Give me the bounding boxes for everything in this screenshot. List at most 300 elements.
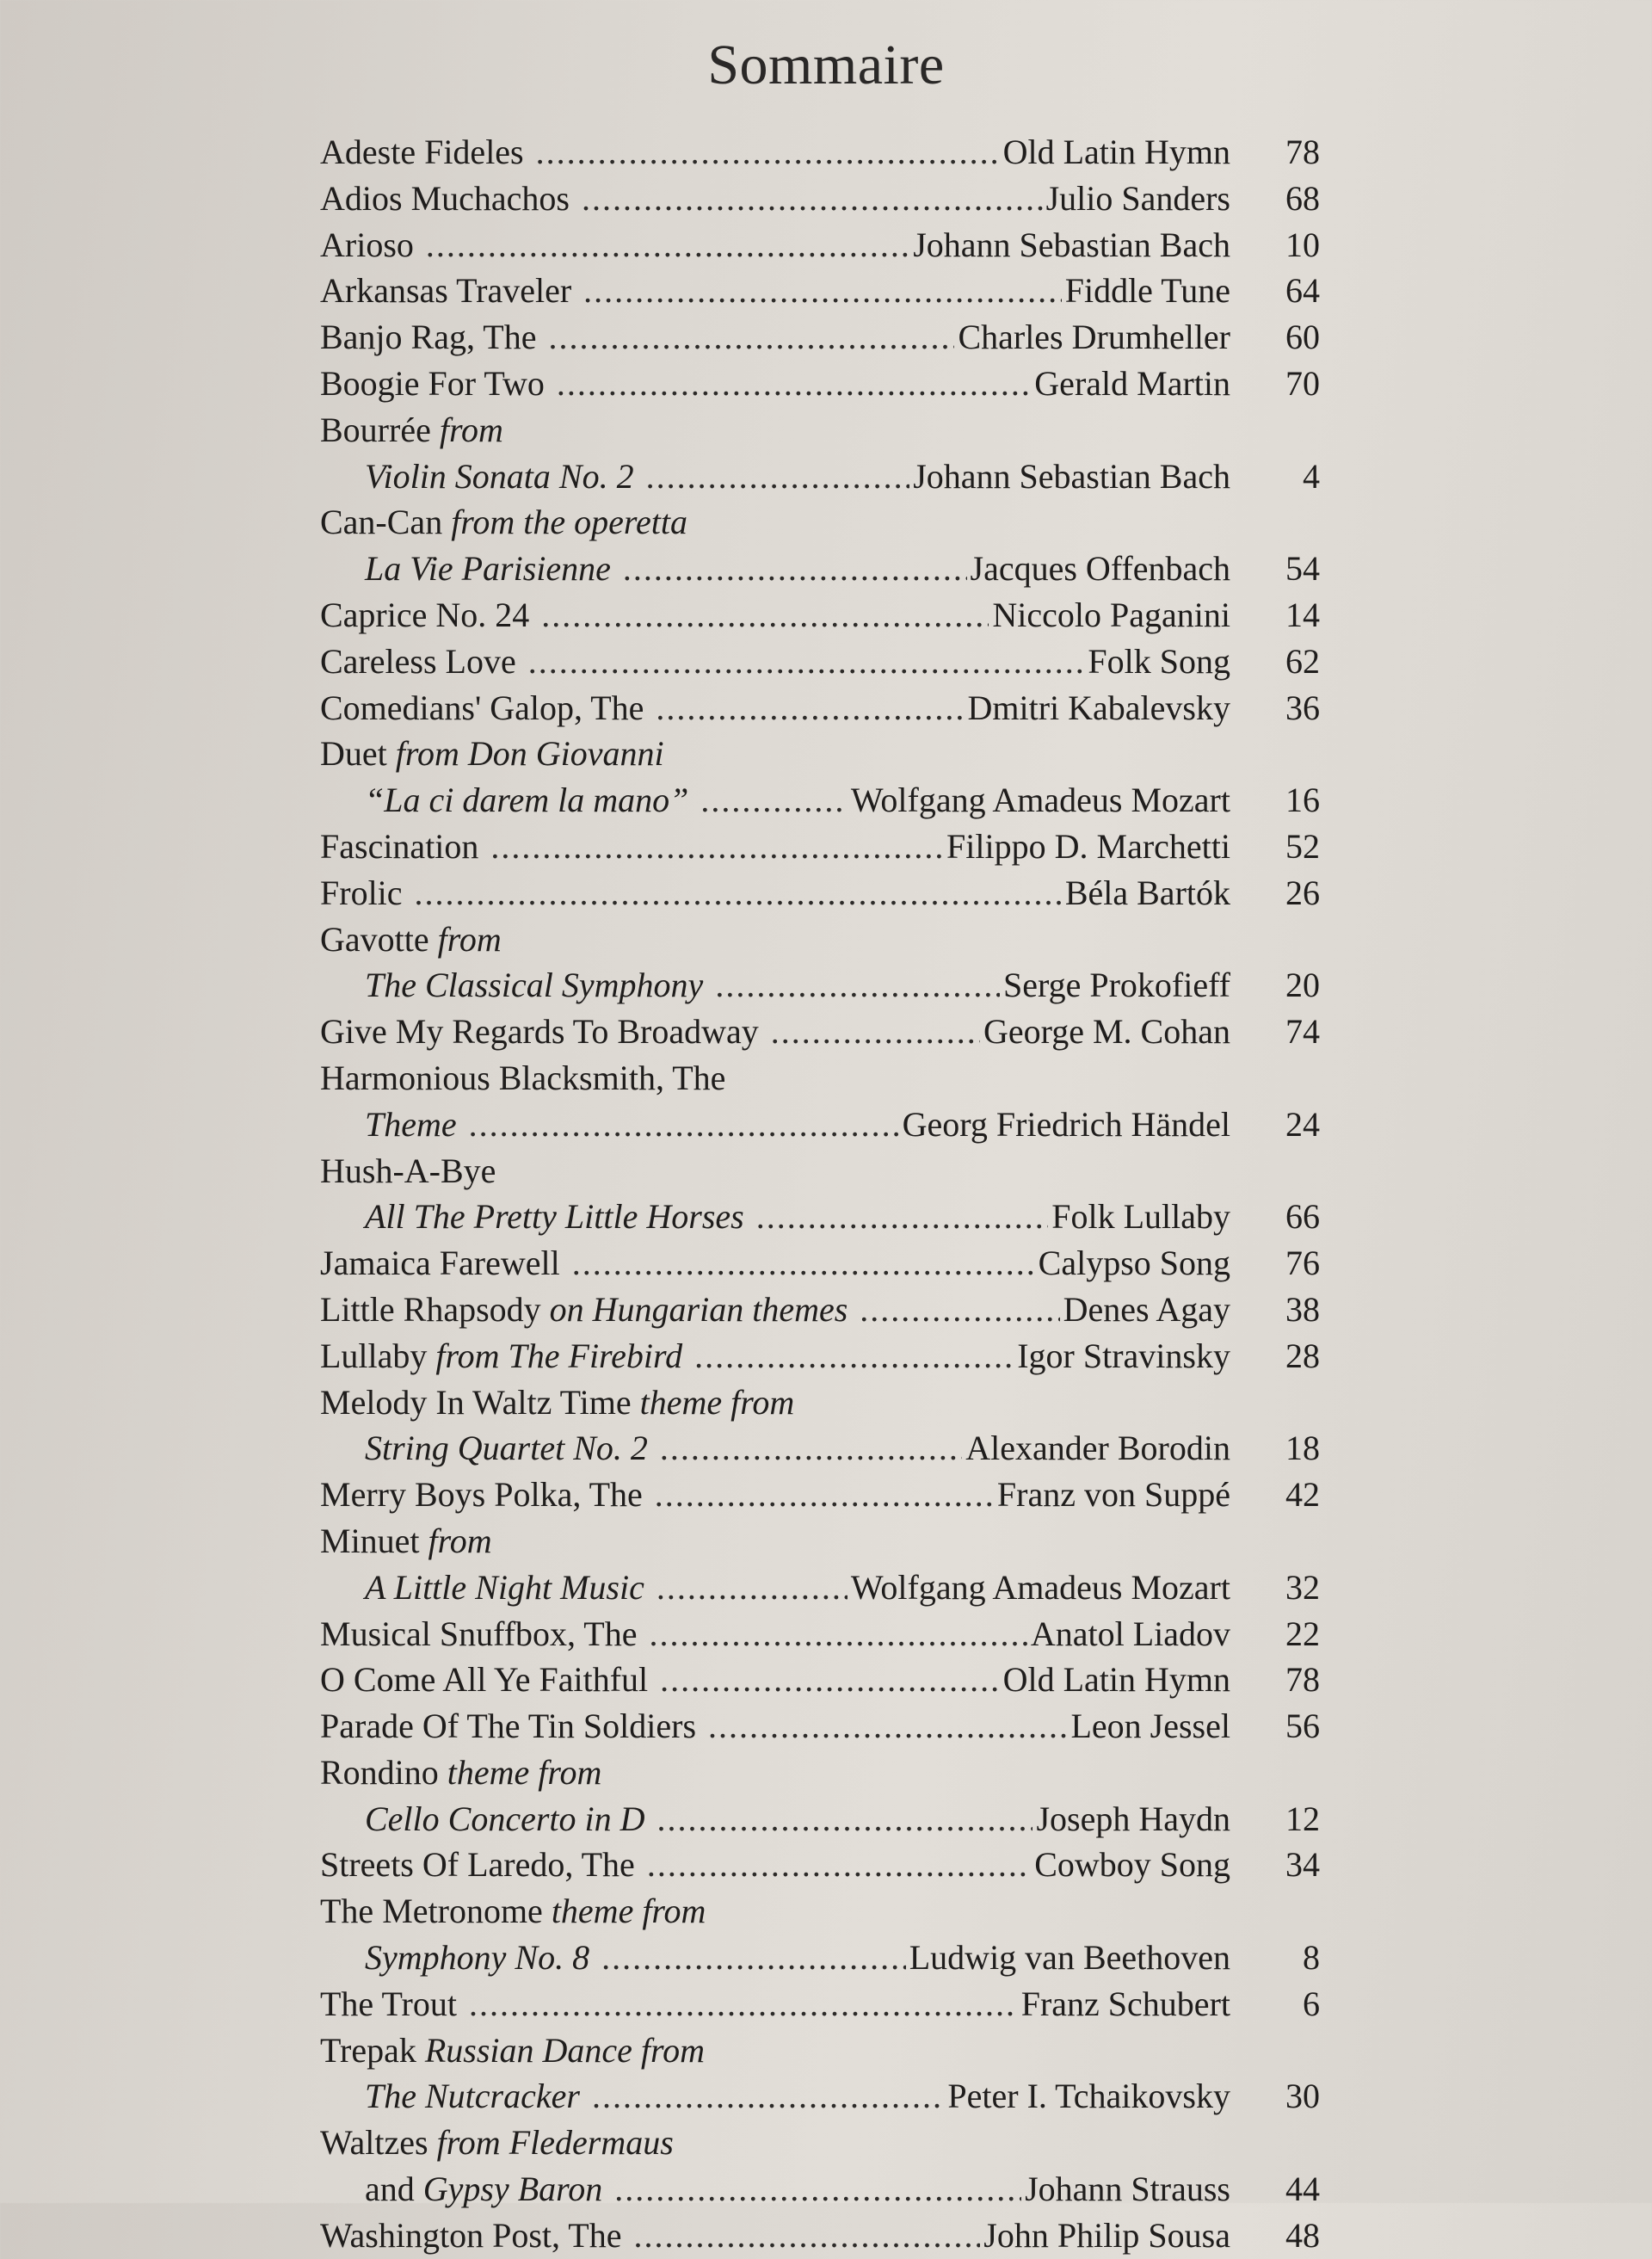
entry-page-number: 68	[1285, 178, 1320, 218]
entry-row	[320, 1888, 1230, 1935]
entry-composer: Johann Sebastian Bach	[913, 456, 1230, 496]
entry-row	[320, 917, 1230, 963]
entry-title	[320, 176, 570, 222]
entry-composer: Folk Lullaby	[1051, 1197, 1230, 1237]
subtitle-prefix: and	[365, 2170, 415, 2209]
entry-composer: Serge Prokofieff	[1002, 966, 1230, 1005]
entry-composer: Franz Schubert	[1020, 1984, 1230, 2023]
entry-title	[320, 870, 403, 917]
entry-title	[320, 314, 536, 361]
entry-title	[320, 222, 414, 268]
entry-page-number: 10	[1285, 225, 1320, 264]
title-text: Banjo Rag, The	[320, 318, 537, 357]
title-qualifier: from The Firebird	[435, 1336, 683, 1375]
entry-page-number: 36	[1285, 688, 1320, 727]
entry-composer: Gerald Martin	[1034, 363, 1230, 403]
entry-title	[320, 2120, 674, 2166]
entry-row	[320, 2213, 1230, 2259]
entry-page-number: 44	[1285, 2170, 1320, 2209]
entry-title	[320, 407, 503, 454]
entry-title	[320, 1055, 725, 1102]
title-text: Little Rhapsody	[320, 1289, 541, 1329]
dot-leader	[623, 546, 967, 592]
title-text: Harmonious Blacksmith, The	[320, 1058, 726, 1097]
dot-leader	[646, 454, 910, 500]
entry-composer: Calypso Song	[1038, 1244, 1230, 1283]
entry-row	[320, 1611, 1230, 1657]
subtitle-text: The Nutcracker	[365, 2077, 580, 2116]
entry-row	[320, 1379, 1230, 1426]
entry-title	[320, 1472, 643, 1518]
dot-leader	[656, 685, 964, 731]
entry-title	[320, 499, 687, 546]
subtitle-text: String Quartet No. 2	[365, 1429, 648, 1468]
entry-composer: Joseph Haydn	[1036, 1799, 1230, 1838]
dot-leader	[601, 1935, 906, 1981]
title-text: Comedians' Galop, The	[320, 688, 644, 727]
entry-composer: Niccolo Paganini	[992, 595, 1230, 634]
dot-leader	[708, 1703, 1067, 1750]
entry-page-number: 20	[1285, 966, 1320, 1005]
dot-leader	[771, 1009, 980, 1055]
toc-entry	[320, 2028, 1320, 2074]
toc-entry	[320, 1148, 1320, 1194]
entry-page-number: 8	[1303, 1938, 1320, 1978]
toc-entry	[320, 268, 1320, 314]
entry-subtitle	[365, 1935, 589, 1981]
entry-row	[320, 1750, 1230, 1796]
entry-row	[320, 268, 1230, 314]
entry-row	[320, 176, 1230, 222]
entry-row	[320, 639, 1230, 685]
entry-page-number: 28	[1285, 1336, 1320, 1375]
entry-row	[365, 777, 1230, 824]
toc-entry	[320, 222, 1320, 268]
entry-row	[320, 1148, 1230, 1194]
subtitle-text: Gypsy Baron	[422, 2170, 603, 2209]
dot-leader	[650, 1611, 1027, 1657]
subtitle-text: Symphony No. 8	[365, 1938, 590, 1978]
toc-entry	[320, 1009, 1320, 1055]
title-text: Lullaby	[320, 1336, 428, 1375]
entry-page-number: 34	[1285, 1845, 1320, 1885]
toc-entry-continuation	[320, 2073, 1320, 2120]
toc-entry	[320, 1981, 1320, 2028]
entry-title	[320, 1287, 848, 1333]
dot-leader	[592, 2073, 944, 2120]
toc-entry	[320, 1842, 1320, 1888]
title-text: Can-Can	[320, 503, 443, 542]
title-text: Hush-A-Bye	[320, 1151, 496, 1190]
title-text: Careless Love	[320, 641, 516, 681]
entry-page-number: 4	[1303, 456, 1320, 496]
entry-page-number: 24	[1285, 1104, 1320, 1144]
entry-title	[320, 1333, 682, 1379]
toc-entry-continuation	[320, 1102, 1320, 1148]
entry-composer: Peter I. Tchaikovsky	[947, 2077, 1230, 2116]
title-text: Fascination	[320, 826, 479, 866]
entry-subtitle	[365, 1425, 648, 1472]
dot-leader	[715, 962, 1000, 1009]
title-text: Musical Snuffbox, The	[320, 1614, 638, 1653]
entry-page-number: 56	[1285, 1707, 1320, 1746]
toc-entry-continuation	[320, 1935, 1320, 1981]
entry-row	[365, 1796, 1230, 1842]
entry-composer: Franz von Suppé	[996, 1475, 1230, 1515]
toc-entry	[320, 639, 1320, 685]
entry-row	[320, 1842, 1230, 1888]
entry-page-number: 66	[1285, 1197, 1320, 1237]
toc-entry	[320, 1703, 1320, 1750]
title-text: Minuet	[320, 1521, 420, 1560]
title-text: Streets Of Laredo, The	[320, 1845, 635, 1885]
entry-composer: Julio Sanders	[1045, 178, 1230, 218]
entry-page-number: 18	[1285, 1429, 1320, 1468]
title-text: Adios Muchachos	[320, 178, 570, 218]
toc-entry-continuation	[320, 2166, 1320, 2213]
entry-subtitle	[365, 1565, 644, 1611]
dot-leader	[655, 1472, 994, 1518]
entry-title	[320, 917, 502, 963]
entry-title	[320, 1888, 706, 1935]
dot-leader	[469, 1102, 899, 1148]
subtitle-text: A Little Night Music	[365, 1567, 644, 1607]
title-text: Arkansas Traveler	[320, 271, 572, 311]
entry-page-number: 74	[1285, 1012, 1320, 1052]
entry-row	[365, 1102, 1230, 1148]
entry-page-number: 26	[1285, 873, 1320, 912]
entry-row	[365, 1565, 1230, 1611]
toc-entry-continuation	[320, 454, 1320, 500]
entry-page-number: 30	[1285, 2077, 1320, 2116]
entry-row	[320, 1518, 1230, 1565]
entry-row	[365, 1194, 1230, 1240]
entry-page-number: 54	[1285, 549, 1320, 589]
dot-leader	[614, 2166, 1021, 2213]
title-text: Arioso	[320, 225, 414, 264]
title-text: Parade Of The Tin Soldiers	[320, 1707, 697, 1746]
entry-page-number: 78	[1285, 1660, 1320, 1700]
toc-entry-continuation	[320, 962, 1320, 1009]
entry-row	[365, 546, 1230, 592]
entry-composer: Filippo D. Marchetti	[946, 826, 1230, 866]
toc-entry	[320, 1055, 1320, 1102]
toc-entry	[320, 917, 1320, 963]
dot-leader	[694, 1333, 1014, 1379]
entry-row	[320, 361, 1230, 407]
title-text: Caprice No. 24	[320, 595, 530, 634]
title-text: Bourrée	[320, 410, 431, 449]
entry-composer: Old Latin Hymn	[1002, 133, 1230, 171]
subtitle-text: “La ci darem la mano”	[365, 781, 689, 820]
dot-leader	[700, 777, 848, 824]
toc-entry	[320, 592, 1320, 639]
toc-entry	[320, 1379, 1320, 1426]
entry-page-number: 52	[1285, 826, 1320, 866]
entry-title	[320, 1981, 457, 2028]
toc-entry	[320, 824, 1320, 870]
entry-subtitle	[365, 1796, 645, 1842]
entry-subtitle	[365, 962, 703, 1009]
entry-composer: Wolfgang Amadeus Mozart	[850, 781, 1230, 820]
toc-entry	[320, 1287, 1320, 1333]
toc-entry-continuation	[320, 1565, 1320, 1611]
toc-entry	[320, 129, 1320, 176]
entry-page-number: 22	[1285, 1614, 1320, 1653]
entry-subtitle	[365, 1194, 744, 1240]
toc-entry	[320, 1888, 1320, 1935]
toc-entry	[320, 1518, 1320, 1565]
dot-leader	[426, 222, 909, 268]
title-text: The Metronome	[320, 1892, 543, 1931]
entry-row	[320, 1333, 1230, 1379]
entry-row	[320, 1472, 1230, 1518]
dot-leader	[860, 1287, 1059, 1333]
title-qualifier: theme from	[639, 1382, 795, 1422]
entry-composer: Anatol Liadov	[1030, 1614, 1230, 1653]
entry-title	[320, 824, 478, 870]
entry-title	[320, 129, 524, 176]
entry-subtitle	[365, 1102, 457, 1148]
entry-row	[320, 1981, 1230, 2028]
entry-row	[365, 2073, 1230, 2120]
entry-composer: Alexander Borodin	[965, 1429, 1230, 1468]
entry-title	[320, 592, 529, 639]
toc-entry	[320, 1240, 1320, 1287]
entry-row	[365, 454, 1230, 500]
dot-leader	[756, 1194, 1049, 1240]
entry-title	[320, 1240, 560, 1287]
subtitle-text: The Classical Symphony	[365, 966, 704, 1005]
entry-composer: Leon Jessel	[1070, 1707, 1230, 1746]
title-text: Duet	[320, 734, 387, 774]
entry-row	[365, 1425, 1230, 1472]
entry-subtitle	[365, 2166, 602, 2213]
title-qualifier: from	[437, 919, 502, 959]
entry-row	[320, 1055, 1230, 1102]
title-text: The Trout	[320, 1984, 457, 2023]
toc-entry	[320, 1657, 1320, 1703]
dot-leader	[582, 176, 1043, 222]
dot-leader	[541, 592, 989, 639]
entry-row	[365, 962, 1230, 1009]
entry-row	[365, 2166, 1230, 2213]
entry-composer: Denes Agay	[1063, 1289, 1230, 1329]
entry-row	[320, 1287, 1230, 1333]
title-text: Give My Regards To Broadway	[320, 1012, 759, 1052]
title-qualifier: from	[439, 410, 503, 449]
dot-leader	[557, 361, 1031, 407]
title-text: Rondino	[320, 1752, 439, 1792]
toc-entry	[320, 1611, 1320, 1657]
dot-leader	[656, 1565, 848, 1611]
toc-entry	[320, 1333, 1320, 1379]
entry-row	[320, 1703, 1230, 1750]
entry-page-number: 38	[1285, 1289, 1320, 1329]
entry-page-number: 6	[1303, 1984, 1320, 2023]
title-text: Boogie For Two	[320, 363, 545, 403]
entry-title	[320, 1379, 794, 1426]
entry-title	[320, 1750, 601, 1796]
toc-entry-continuation	[320, 1425, 1320, 1472]
toc-entry	[320, 2120, 1320, 2166]
dot-leader	[572, 1240, 1035, 1287]
entry-page-number: 62	[1285, 641, 1320, 681]
entry-row	[320, 824, 1230, 870]
entry-title	[320, 1703, 696, 1750]
toc-entry	[320, 499, 1320, 546]
entry-composer: Old Latin Hymn	[1002, 1660, 1230, 1700]
entry-title	[320, 1842, 635, 1888]
dot-leader	[536, 129, 1000, 176]
entry-row	[320, 2028, 1230, 2074]
entry-page-number: 76	[1285, 1244, 1320, 1283]
title-qualifier: from the operetta	[451, 503, 687, 542]
title-text: Merry Boys Polka, The	[320, 1475, 643, 1515]
entry-title	[320, 1009, 759, 1055]
toc-entry	[320, 314, 1320, 361]
entry-composer: Folk Song	[1088, 641, 1230, 681]
title-qualifier: theme from	[551, 1892, 706, 1931]
page-title: Sommaire	[707, 34, 945, 96]
entry-title	[320, 1611, 638, 1657]
entry-title	[320, 2213, 622, 2259]
entry-row	[320, 407, 1230, 454]
entry-title	[320, 731, 664, 777]
dot-leader	[647, 1842, 1031, 1888]
entry-composer: George M. Cohan	[983, 1012, 1230, 1052]
entry-row	[320, 314, 1230, 361]
toc-entry	[320, 407, 1320, 454]
entry-page-number: 12	[1285, 1799, 1320, 1838]
entry-composer: Jacques Offenbach	[970, 549, 1230, 589]
entry-row	[320, 870, 1230, 917]
entry-composer: Fiddle Tune	[1064, 271, 1230, 311]
subtitle-text: La Vie Parisienne	[365, 549, 611, 589]
entry-page-number: 32	[1285, 1567, 1320, 1607]
title-qualifier: from Don Giovanni	[395, 734, 664, 774]
toc-entry-continuation	[320, 1194, 1320, 1240]
toc-entry	[320, 731, 1320, 777]
title-text: Frolic	[320, 873, 403, 912]
entry-page-number: 42	[1285, 1475, 1320, 1515]
entry-row	[320, 1009, 1230, 1055]
title-text: Jamaica Farewell	[320, 1244, 560, 1283]
entry-row	[320, 1657, 1230, 1703]
entry-page-number: 16	[1285, 781, 1320, 820]
title-text: Waltzes	[320, 2123, 428, 2163]
entry-composer: Cowboy Song	[1034, 1845, 1230, 1885]
entry-composer: John Philip Sousa	[983, 2215, 1230, 2255]
entry-composer: Wolfgang Amadeus Mozart	[850, 1567, 1230, 1607]
entry-subtitle	[365, 546, 611, 592]
entry-page-number: 78	[1285, 133, 1320, 171]
entry-row	[320, 129, 1230, 176]
entry-page-number: 14	[1285, 595, 1320, 634]
title-qualifier: from	[428, 1521, 492, 1560]
entry-row	[320, 1240, 1230, 1287]
toc-entry	[320, 870, 1320, 917]
dot-leader	[660, 1657, 999, 1703]
entry-composer: Georg Friedrich Händel	[902, 1104, 1230, 1144]
entry-subtitle	[365, 777, 688, 824]
subtitle-text: All The Pretty Little Horses	[365, 1197, 744, 1237]
dot-leader	[657, 1796, 1033, 1842]
dot-leader	[660, 1425, 962, 1472]
table-of-contents	[320, 129, 1320, 2259]
subtitle-text: Cello Concerto in D	[365, 1799, 645, 1838]
toc-entry	[320, 1472, 1320, 1518]
title-text: Washington Post, The	[320, 2215, 622, 2255]
entry-row	[320, 731, 1230, 777]
toc-entry	[320, 1750, 1320, 1796]
entry-title	[320, 1518, 492, 1565]
entry-composer: Igor Stravinsky	[1017, 1336, 1230, 1375]
entry-page-number: 70	[1285, 363, 1320, 403]
toc-entry-continuation	[320, 777, 1320, 824]
toc-entry	[320, 2213, 1320, 2259]
entry-composer: Johann Strauss	[1025, 2170, 1230, 2209]
title-text: Trepak	[320, 2030, 416, 2070]
dot-leader	[583, 268, 1062, 314]
subtitle-text: Theme	[365, 1104, 457, 1144]
title-text: Melody In Waltz Time	[320, 1382, 632, 1422]
toc-entry	[320, 685, 1320, 731]
toc-entry-continuation	[320, 546, 1320, 592]
dot-leader	[528, 639, 1085, 685]
dot-leader	[634, 2213, 981, 2259]
entry-row	[320, 499, 1230, 546]
entry-title	[320, 361, 545, 407]
dot-leader	[548, 314, 954, 361]
entry-composer: Dmitri Kabalevsky	[967, 688, 1230, 727]
entry-composer: Johann Sebastian Bach	[913, 225, 1230, 264]
entry-title	[320, 2028, 705, 2074]
toc-entry	[320, 176, 1320, 222]
entry-row	[320, 2120, 1230, 2166]
entry-title	[320, 685, 644, 731]
subtitle-text: Violin Sonata No. 2	[365, 456, 634, 496]
toc-entry	[320, 361, 1320, 407]
entry-page-number: 64	[1285, 271, 1320, 311]
entry-composer: Ludwig van Beethoven	[909, 1938, 1230, 1978]
title-qualifier: theme from	[447, 1752, 602, 1792]
entry-row	[320, 685, 1230, 731]
entry-row	[365, 1935, 1230, 1981]
entry-page-number: 48	[1285, 2215, 1320, 2255]
title-text: O Come All Ye Faithful	[320, 1660, 649, 1700]
title-text: Gavotte	[320, 919, 429, 959]
entry-row	[320, 592, 1230, 639]
dot-leader	[490, 824, 943, 870]
title-qualifier: from Fledermaus	[436, 2123, 674, 2163]
title-text: Adeste Fideles	[320, 133, 524, 171]
entry-row	[320, 222, 1230, 268]
entry-composer: Béla Bartók	[1064, 873, 1230, 912]
entry-title	[320, 639, 516, 685]
entry-page-number: 60	[1285, 318, 1320, 357]
entry-title	[320, 1657, 648, 1703]
entry-title	[320, 268, 571, 314]
entry-subtitle	[365, 454, 634, 500]
toc-entry-continuation	[320, 1796, 1320, 1842]
dot-leader	[415, 870, 1062, 917]
entry-subtitle	[365, 2073, 580, 2120]
title-qualifier: on Hungarian themes	[549, 1289, 848, 1329]
entry-composer: Charles Drumheller	[958, 318, 1230, 357]
title-qualifier: Russian Dance from	[424, 2030, 706, 2070]
dot-leader	[469, 1981, 1018, 2028]
